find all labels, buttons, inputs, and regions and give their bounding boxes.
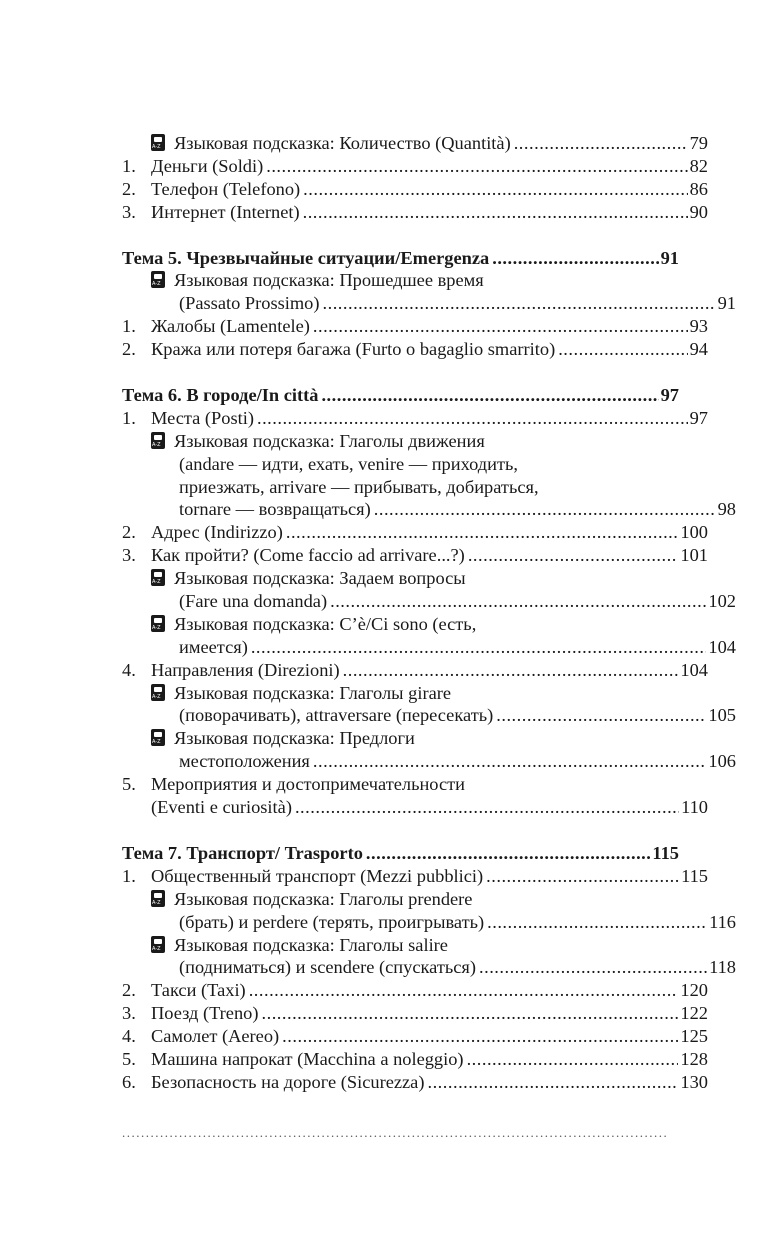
leader-dots [262, 1002, 679, 1025]
toc-entry[interactable] [122, 407, 708, 430]
toc-entry-page: 90 [689, 201, 708, 222]
leader-dots [366, 842, 651, 865]
toc-entry-number: 1. [122, 865, 136, 886]
leader-dots [313, 750, 707, 773]
toc-entry-page: 93 [689, 316, 708, 337]
toc-entry-title: Как пройти? (Come faccio ad arrivare...?) [151, 545, 465, 566]
toc-entry-title: имеется) [179, 636, 248, 657]
toc-entry-title: (поворачивать), attraversare (пересекать) [179, 705, 494, 726]
section-page: 115 [652, 842, 679, 863]
toc-entry-title: Жалобы (Lamentele) [151, 316, 310, 337]
leader-dots [282, 1025, 678, 1048]
toc-entry[interactable] [122, 132, 708, 155]
toc-entry-title: Деньги (Soldi) [151, 155, 264, 176]
toc-entry-continuation[interactable] [122, 704, 736, 727]
leader-dots [257, 407, 688, 430]
toc-entry-page: 82 [689, 155, 708, 176]
toc-entry-title: (Fare una domanda) [179, 591, 328, 612]
leader-dots [321, 384, 658, 407]
leader-dots [330, 590, 706, 613]
toc-entry-number: 5. [122, 774, 136, 795]
toc-entry-page: 98 [717, 499, 736, 520]
dictionary-icon [151, 615, 165, 632]
leader-dots [343, 659, 679, 682]
table-of-contents [122, 132, 736, 1094]
toc-entry-number: 1. [122, 155, 136, 176]
toc-entry[interactable] [122, 1071, 708, 1094]
section-title: Тема 6. В городе/In città [122, 385, 319, 406]
dictionary-icon [151, 890, 165, 907]
toc-entry-page: 105 [708, 705, 736, 726]
toc-entry-title: Языковая подсказка: C’è/Ci sono (есть, [174, 613, 477, 634]
toc-entry-number: 2. [122, 980, 136, 1001]
toc-entry[interactable] [122, 430, 679, 453]
toc-entry[interactable] [122, 934, 679, 957]
toc-entry[interactable] [122, 727, 679, 750]
toc-entry-page: 79 [689, 133, 708, 153]
leader-dots [558, 338, 687, 361]
toc-section-heading[interactable] [122, 384, 679, 407]
toc-entry-page: 104 [680, 659, 708, 680]
dictionary-icon [151, 134, 165, 151]
toc-entry-page: 120 [680, 980, 708, 1001]
leader-dots [492, 247, 658, 270]
section-page: 97 [660, 385, 679, 406]
toc-entry-title: приезжать, arrivare — прибывать, добираться, [179, 476, 539, 497]
toc-entry-title: местоположения [179, 751, 310, 772]
toc-entry-continuation[interactable] [122, 750, 736, 773]
toc-entry-number: 1. [122, 407, 136, 428]
toc-entry-number: 4. [122, 1026, 136, 1047]
toc-entry-continuation[interactable] [122, 636, 736, 659]
toc-entry-number: 3. [122, 545, 136, 566]
toc-entry-page: 94 [689, 339, 708, 360]
leader-dots [251, 636, 707, 659]
leader-dots [266, 155, 687, 178]
toc-entry-page: 106 [708, 751, 736, 772]
toc-entry-title: Самолет (Aereo) [151, 1026, 280, 1047]
leader-dots [313, 315, 688, 338]
toc-entry-title: (andare — идти, ехать, venire — приходить, [179, 453, 518, 474]
toc-entry-continuation[interactable] [122, 292, 736, 315]
leader-dots [486, 865, 679, 888]
toc-entry[interactable] [122, 269, 679, 292]
toc-entry-title: Безопасность на дороге (Sicurezza) [151, 1071, 425, 1092]
toc-entry-number: 3. [122, 201, 136, 222]
toc-entry-title: Языковая подсказка: Глаголы salire [174, 934, 448, 955]
dictionary-icon [151, 684, 165, 701]
toc-entry-page: 91 [717, 293, 736, 314]
toc-entry[interactable] [122, 338, 708, 361]
leader-dots [249, 979, 679, 1002]
toc-entry[interactable] [122, 613, 679, 636]
dictionary-icon [151, 271, 165, 288]
leader-dots [374, 498, 716, 521]
toc-entry-continuation[interactable] [122, 476, 679, 499]
toc-entry-title: Языковая подсказка: Предлоги [174, 728, 415, 749]
toc-entry[interactable] [122, 521, 708, 544]
toc-entry-title: Такси (Taxi) [151, 980, 246, 1001]
leader-dots [496, 704, 706, 727]
toc-entry-title: Поезд (Treno) [151, 1003, 259, 1024]
toc-entry-page: 115 [681, 865, 708, 886]
toc-entry-page: 110 [681, 797, 708, 818]
toc-entry[interactable] [122, 773, 679, 796]
toc-entry-number: 6. [122, 1071, 136, 1092]
toc-entry[interactable] [122, 155, 708, 178]
toc-entry-title: Языковая подсказка: Прошедшее время [174, 270, 484, 291]
toc-entry-number: 2. [122, 339, 136, 360]
dictionary-icon [151, 432, 165, 449]
toc-entry-title: Общественный транспорт (Mezzi pubblici) [151, 865, 484, 886]
toc-entry-page: 101 [680, 545, 708, 566]
toc-entry-title: Мероприятия и достопримечательности [151, 774, 465, 795]
toc-entry-page: 128 [680, 1048, 708, 1069]
toc-entry-title: Интернет (Internet) [151, 201, 300, 222]
toc-entry-title: (Eventi e curiosità) [151, 797, 292, 818]
toc-entry[interactable] [122, 544, 708, 567]
toc-entry[interactable] [122, 567, 679, 590]
toc-entry-title: Машина напрокат (Macchina a noleggio) [151, 1048, 464, 1069]
toc-section-heading[interactable] [122, 842, 679, 865]
leader-dots [323, 292, 716, 315]
toc-entry-title: Кража или потеря багажа (Furto o bagaglio smarrito) [151, 339, 556, 360]
leader-dots [286, 521, 679, 544]
toc-section-heading[interactable] [122, 247, 679, 270]
toc-entry[interactable] [122, 178, 708, 201]
toc-entry-title: (подниматься) и scendere (спускаться) [179, 957, 476, 978]
toc-entry[interactable] [122, 888, 679, 911]
toc-entry-number: 2. [122, 178, 136, 199]
leader-dots [479, 956, 707, 979]
toc-entry-continuation[interactable] [122, 956, 736, 979]
toc-entry-title: Адрес (Indirizzo) [151, 522, 283, 543]
toc-entry-title: (Passato Prossimo) [179, 293, 320, 314]
leader-dots [295, 796, 679, 819]
toc-entry[interactable] [122, 315, 708, 338]
toc-entry-title: (брать) и perdere (терять, проигрывать) [179, 911, 485, 932]
toc-entry-title: Телефон (Telefono) [151, 178, 301, 199]
toc-entry-number: 2. [122, 522, 136, 543]
footer-divider-dots: ................................................................................................................... [122, 1125, 669, 1140]
toc-entry-page: 125 [680, 1026, 708, 1047]
toc-entry-page: 102 [708, 591, 736, 612]
toc-entry-title: Направления (Direzioni) [151, 659, 340, 680]
toc-entry-page: 122 [680, 1003, 708, 1024]
dictionary-icon [151, 936, 165, 953]
leader-dots [514, 132, 688, 155]
toc-entry[interactable] [122, 682, 679, 705]
toc-entry-number: 4. [122, 659, 136, 680]
dictionary-icon [151, 729, 165, 746]
toc-entry[interactable] [122, 979, 708, 1002]
toc-entry-number: 1. [122, 316, 136, 337]
toc-entry-continuation[interactable] [122, 590, 736, 613]
toc-entry-title: Языковая подсказка: Глаголы girare [174, 682, 452, 703]
toc-entry-title: Языковая подсказка: Количество (Quantità) [174, 133, 511, 153]
toc-entry[interactable] [122, 1025, 708, 1048]
toc-entry[interactable] [122, 659, 708, 682]
toc-entry-page: 97 [689, 407, 708, 428]
section-title: Тема 5. Чрезвычайные ситуации/Emergenza [122, 247, 490, 268]
leader-dots [427, 1071, 678, 1094]
toc-entry-number: 3. [122, 1003, 136, 1024]
toc-entry[interactable] [122, 1048, 708, 1071]
leader-dots [467, 1048, 679, 1071]
leader-dots [487, 911, 707, 934]
toc-entry-page: 100 [680, 522, 708, 543]
toc-entry-page: 118 [709, 957, 736, 978]
toc-entry-title: Места (Posti) [151, 407, 254, 428]
leader-dots [303, 201, 688, 224]
dictionary-icon [151, 569, 165, 586]
toc-entry-title: Языковая подсказка: Задаем вопросы [174, 568, 466, 589]
leader-dots [468, 544, 679, 567]
toc-entry-title: tornare — возвращаться) [179, 499, 371, 520]
toc-entry-page: 104 [708, 636, 736, 657]
toc-entry[interactable] [122, 865, 708, 888]
toc-entry-page: 130 [680, 1071, 708, 1092]
toc-entry-title: Языковая подсказка: Глаголы prendere [174, 888, 473, 909]
toc-entry-continuation[interactable] [122, 796, 708, 819]
toc-entry-title: Языковая подсказка: Глаголы движения [174, 430, 485, 451]
toc-entry[interactable] [122, 201, 708, 224]
toc-entry[interactable] [122, 1002, 708, 1025]
toc-entry-continuation[interactable] [122, 453, 679, 476]
section-title: Тема 7. Транспорт/ Trasporto [122, 842, 363, 863]
toc-entry-continuation[interactable] [122, 911, 736, 934]
toc-entry-page: 86 [689, 178, 708, 199]
toc-entry-number: 5. [122, 1048, 136, 1069]
toc-entry-continuation[interactable] [122, 498, 736, 521]
section-page: 91 [660, 247, 679, 268]
toc-entry-page: 116 [709, 911, 736, 932]
leader-dots [303, 178, 687, 201]
